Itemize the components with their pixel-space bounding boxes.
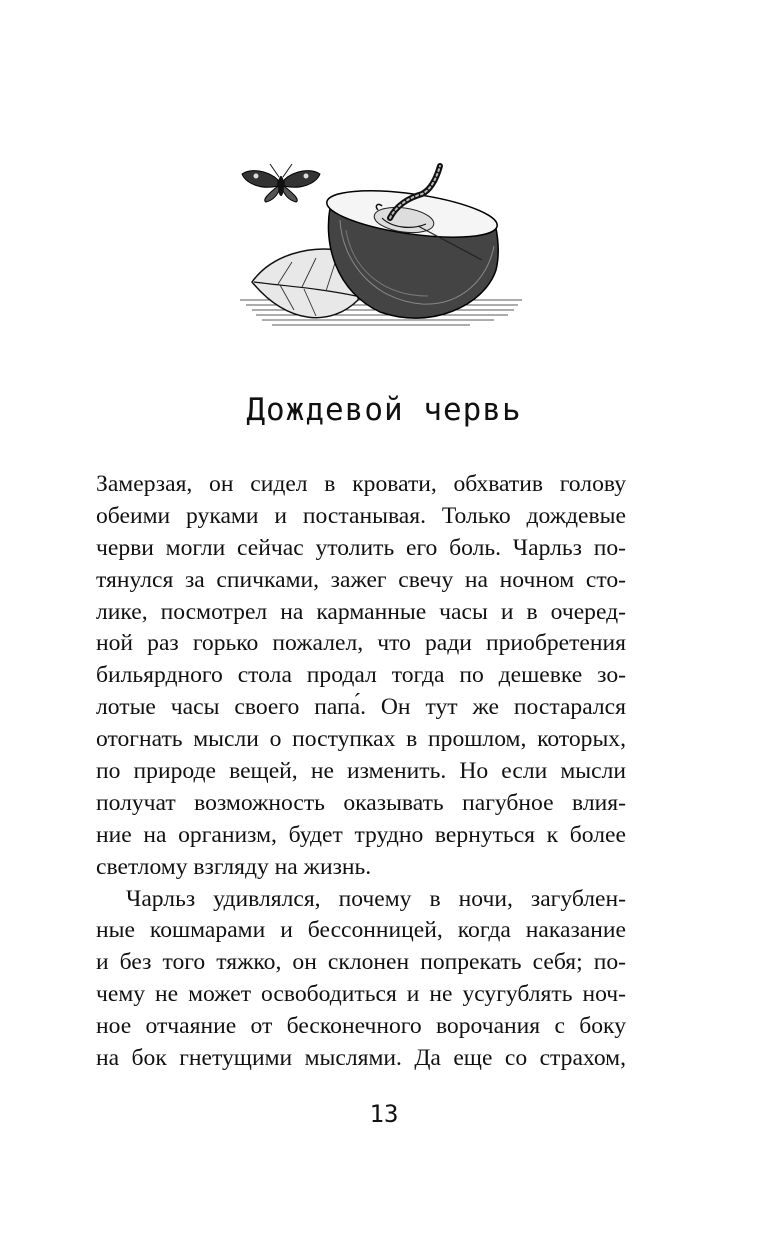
chapter-title: Дождевой червь <box>246 392 522 428</box>
chapter-illustration <box>232 150 532 340</box>
text-line: Чарльз удивлялся, почему в ночи, загублен- <box>126 885 626 912</box>
text-line: светлому взгляду на жизнь. <box>96 853 372 880</box>
text-line: чему не может освободиться и не усугублять ноч- <box>96 981 626 1008</box>
text-line: ное отчаяние от бесконечного ворочания с боку <box>96 1013 626 1040</box>
text-line: лике, посмотрел на карманные часы и в очеред- <box>96 598 626 625</box>
text-line: получат возможность оказывать пагубное влия- <box>96 789 626 816</box>
text-line: отогнать мысли о поступках в прошлом, которых, <box>96 726 626 753</box>
paragraph <box>96 469 626 884</box>
text-line: ной раз горько пожалел, что ради приобретения <box>96 630 626 657</box>
moth-icon <box>242 164 320 202</box>
text-line: обеими руками и постанывая. Только дождевые <box>96 502 626 529</box>
body-text <box>96 469 626 1075</box>
text-line: ные кошмарами и бессонницей, когда наказание <box>96 917 626 944</box>
text-line: черви могли сейчас утолить его боль. Чарльз по- <box>96 534 626 561</box>
text-line: тянулся за спичками, зажег свечу на ночном сто- <box>96 566 626 593</box>
text-line: Замерзая, он сидел в кровати, обхватив голову <box>96 471 626 497</box>
text-line: по природе вещей, не изменить. Но если мысли <box>96 758 626 785</box>
text-line: бильярдного стола продал тогда по дешевке зо- <box>96 662 626 689</box>
text-line: ние на организм, будет трудно вернуться к более <box>96 821 626 848</box>
text-line: и без того тяжко, он склонен попрекать себя; по- <box>96 949 626 976</box>
page-number: 13 <box>369 1100 399 1128</box>
text-line: лотые часы своего папа́. Он тут же постарался <box>96 694 626 721</box>
text-line: на бок гнетущими мыслями. Да еще со страхом, <box>96 1045 626 1072</box>
paragraph <box>96 884 626 1075</box>
